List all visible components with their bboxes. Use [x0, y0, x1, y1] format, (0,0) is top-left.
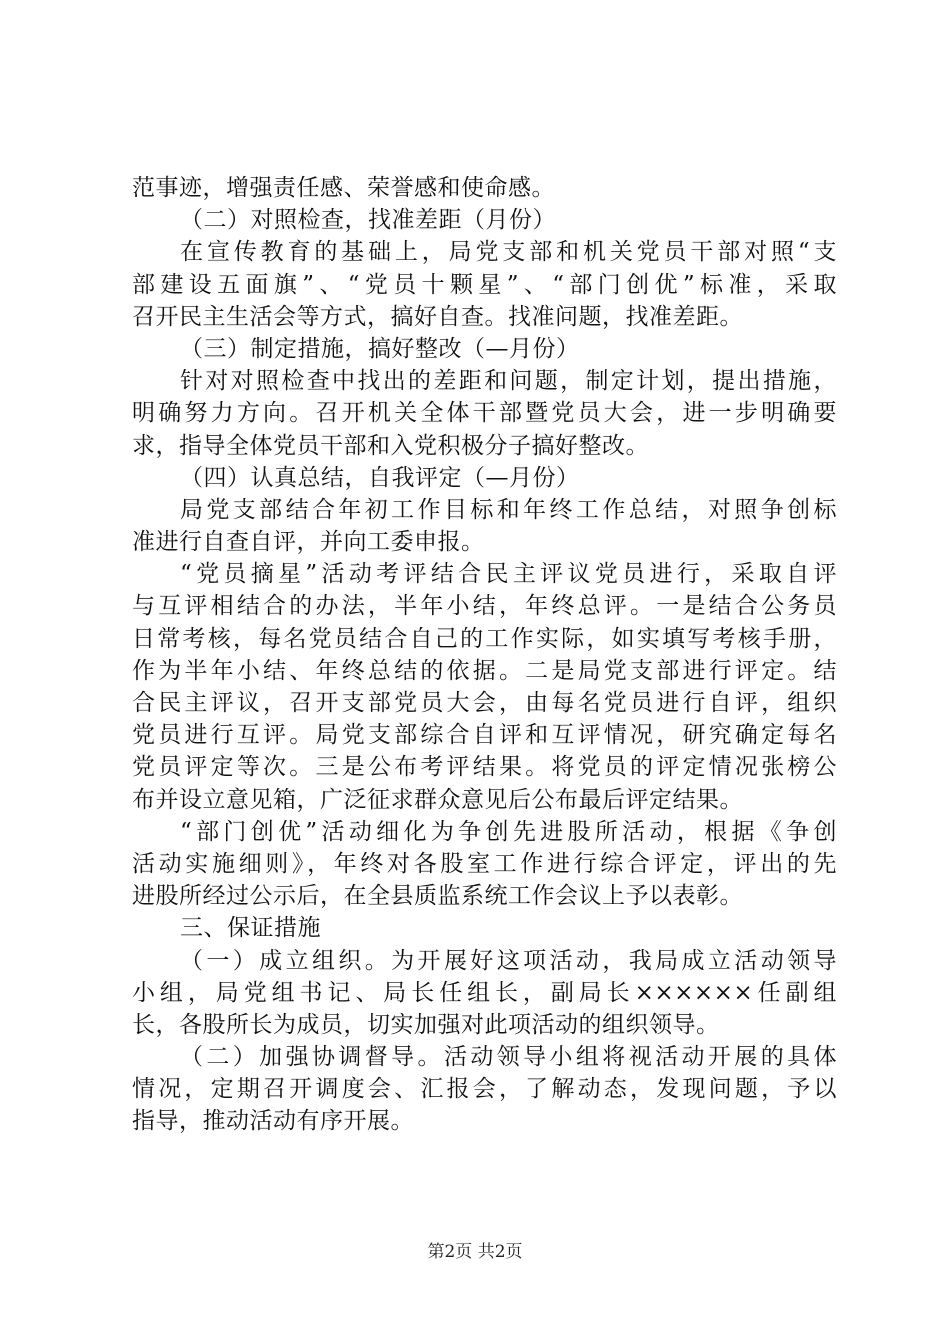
- text-line: 局党支部结合年初工作目标和年终工作总结，对照争创标: [180, 496, 837, 523]
- text-line: 明确努力方向。召开机关全体干部暨党员大会，进一步明确要: [132, 400, 837, 427]
- text-line: “党员摘星”活动考评结合民主评议党员进行，采取自评: [180, 561, 837, 588]
- text-line: 日常考核，每名党员结合自己的工作实际，如实填写考核手册，: [132, 625, 837, 652]
- text-line: （二）对照检查，找准差距（月份）: [180, 207, 556, 234]
- page-footer: 第2页 共2页: [427, 1242, 523, 1262]
- text-line: 党员评定等次。三是公布考评结果。将党员的评定情况张榜公: [132, 754, 837, 781]
- text-line: 针对对照检查中找出的差距和问题，制定计划，提出措施，: [180, 368, 837, 395]
- document-body: [132, 172, 837, 1138]
- text-line: 合民主评议，召开支部党员大会，由每名党员进行自评，组织: [132, 690, 837, 716]
- text-line: 与互评相结合的办法，半年小结，年终总评。一是结合公务员: [132, 593, 837, 620]
- text-line: 范事迹，增强责任感、荣誉感和使命感。: [132, 175, 555, 201]
- text-line: 求，指导全体党员干部和入党积极分子搞好整改。: [132, 432, 649, 459]
- text-line: 进股所经过公示后，在全县质监系统工作会议上予以表彰。: [132, 883, 743, 910]
- text-line: 作为半年小结、年终总结的依据。二是局党支部进行评定。结: [132, 657, 837, 684]
- text-line: 准进行自查自评，并向工委申报。: [132, 529, 485, 556]
- text-line: 活动实施细则》，年终对各股室工作进行综合评定，评出的先: [132, 850, 837, 877]
- text-line: 召开民主生活会等方式，搞好自查。找准问题，找准差距。: [132, 303, 743, 330]
- text-line: （三）制定措施，搞好整改（—月份）: [180, 335, 580, 362]
- text-line: 情况，定期召开调度会、汇报会，了解动态，发现问题，予以: [132, 1076, 837, 1103]
- text-line: “部门创优”活动细化为争创先进股所活动，根据《争创: [180, 818, 837, 845]
- text-line: （四）认真总结，自我评定（—月份）: [180, 464, 580, 491]
- text-line: 三、保证措施: [180, 915, 321, 942]
- text-line: （二）加强协调督导。活动领导小组将视活动开展的具体: [180, 1044, 837, 1071]
- text-line: 部建设五面旗”、“党员十颗星”、“部门创优”标准，采取: [132, 271, 837, 298]
- text-line: 在宣传教育的基础上，局党支部和机关党员干部对照“支: [180, 239, 837, 266]
- text-line: 长，各股所长为成员，切实加强对此项活动的组织领导。: [132, 1011, 720, 1038]
- text-line: （一）成立组织。为开展好这项活动，我局成立活动领导: [180, 947, 837, 974]
- text-line: 指导，推动活动有序开展。: [132, 1108, 414, 1135]
- text-line: 布并设立意见箱，广泛征求群众意见后公布最后评定结果。: [132, 786, 743, 813]
- text-line: 党员进行互评。局党支部综合自评和互评情况，研究确定每名: [132, 722, 837, 749]
- text-line: 小组，局党组书记、局长任组长，副局长××××××任副组: [132, 979, 837, 1006]
